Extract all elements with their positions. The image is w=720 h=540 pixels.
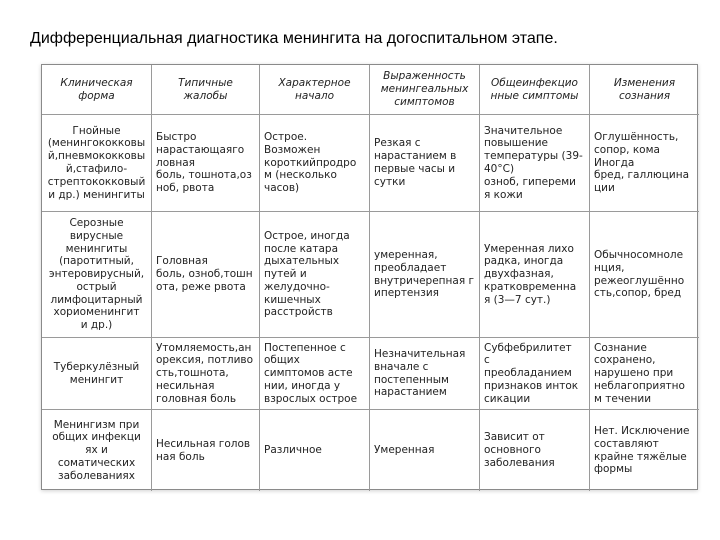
table-cell: Постепенное с общих симптомов асте нии, иногда у взрослых острое (260, 338, 370, 410)
table-cell: Умеренная лихо радка, иногда двухфазная, кратковременна я (3—7 сут.) (480, 212, 590, 338)
table-cell: Менингизм при общих инфекци ях и соматических заболеваниях (42, 410, 152, 491)
table-cell: Быстро нарастающаяго ловная боль, тошнота,оз ноб, рвота (152, 115, 260, 212)
table-cell: Головная боль, озноб,тошн ота, реже рвота (152, 212, 260, 338)
table-cell: Гнойные (менингококковы й,пневмококковы й,стафило- стрептококковый и др.) менингиты (42, 115, 152, 212)
table-cell: Острое, иногда после катара дыхательных путей и желудочно- кишечных расстройств (260, 212, 370, 338)
table-cell: Различное (260, 410, 370, 491)
page-title: Дифференциальная диагностика менингита на догоспитальном этапе. (30, 30, 558, 47)
header-cell-clinical-form: Клиническая форма (42, 65, 152, 115)
table-cell: Сознание сохранено, нарушено при неблагоприятно м течении (590, 338, 699, 410)
table-cell: Острое. Возможен короткийпродро м (несколько часов) (260, 115, 370, 212)
table-cell: Обычносомноле нция, режеоглушённо сть,сопор, бред (590, 212, 699, 338)
table-cell: Серозные вирусные менингиты (паротитный, энтеровирусный, острый лимфоцитарный хориоменингит и др.) (42, 212, 152, 338)
header-cell-infectious: Общеинфекцио нные симптомы (480, 65, 590, 115)
header-cell-complaints: Типичные жалобы (152, 65, 260, 115)
table-cell: Незначительная вначале с постепенным нарастанием (370, 338, 480, 410)
table-cell: умеренная, преобладает внутричерепная г ипертензия (370, 212, 480, 338)
diagnosis-table (41, 64, 698, 490)
table-cell: Оглушённость, сопор, кома Иногда бред, галлюцина ции (590, 115, 699, 212)
table-cell: Резкая с нарастанием в первые часы и сутки (370, 115, 480, 212)
table-cell: Утомляемость,ан орексия, потливо сть,тошнота, несильная головная боль (152, 338, 260, 410)
table-cell: Умеренная (370, 410, 480, 491)
table-cell: Несильная голов ная боль (152, 410, 260, 491)
header-cell-onset: Характерное начало (260, 65, 370, 115)
table-cell: Значительное повышение температуры (39- 40°С) озноб, гипереми я кожи (480, 115, 590, 212)
table-cell: Нет. Исключение составляют крайне тяжёлые формы (594, 424, 690, 476)
header-cell-consciousness: Изменения сознания (590, 65, 699, 115)
header-cell-meningeal: Выраженность менингеальных симптомов (370, 65, 480, 115)
table-cell: Зависит от основного заболевания (480, 410, 590, 491)
table-cell: Туберкулёзный менингит (42, 338, 152, 410)
table-cell: Субфебрилитет с преобладанием признаков инток сикации (480, 338, 590, 410)
